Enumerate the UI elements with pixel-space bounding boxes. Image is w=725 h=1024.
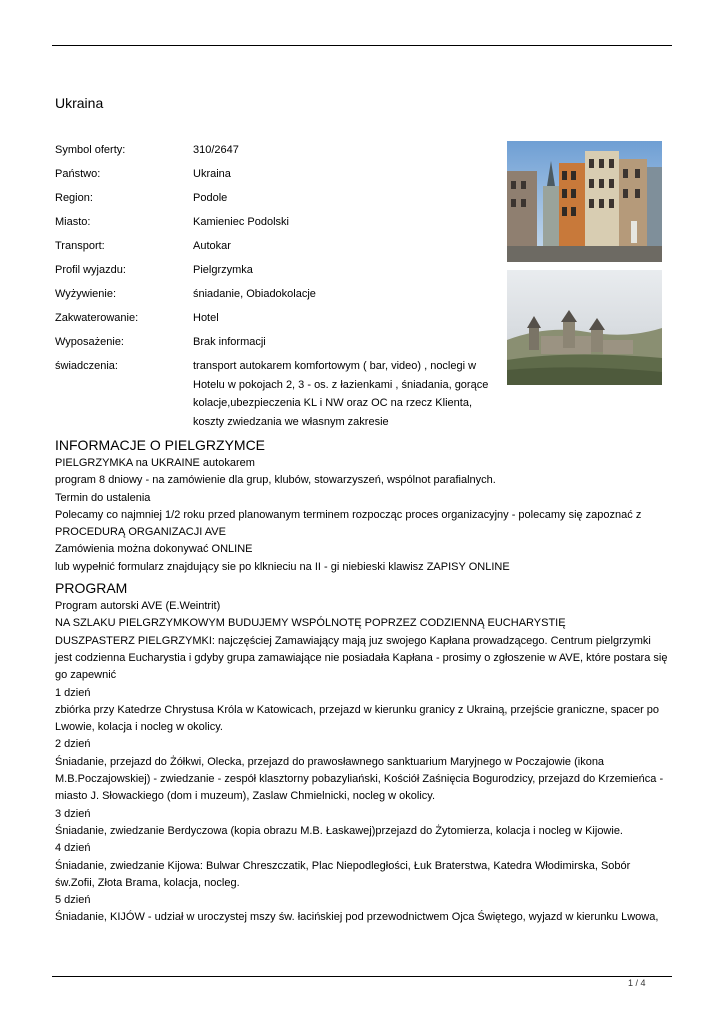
spec-row-city	[55, 213, 495, 232]
spec-value: Autokar	[193, 240, 231, 252]
bottom-rule	[52, 976, 672, 977]
spec-value: Hotel	[193, 312, 219, 324]
spec-row-region	[55, 189, 495, 208]
spec-value: Kamieniec Podolski	[193, 216, 289, 228]
program-paragraph: zbiórka przy Katedrze Chrystusa Króla w Katowicach, przejazd w kierunku granicy z Ukrainą, przejście graniczne, spacer po Lwowie, kolacja i nocleg w okolicy.	[55, 703, 660, 734]
city-square-photo	[507, 141, 662, 262]
day-label: 4 dzień	[55, 842, 91, 855]
info-paragraph: Polecamy co najmniej 1/2 roku przed planowanym terminem rozpocząc proces organizacyjny - polecamy się zapoznać z PROCEDURĄ ORGANIZACJI AVE	[55, 508, 642, 539]
section-heading-info: INFORMACJE O PIELGRZYMCE	[55, 437, 266, 453]
spec-value: Pielgrzymka	[193, 264, 253, 276]
day-label: 2 dzień	[55, 738, 91, 751]
spec-label: Symbol oferty:	[55, 144, 126, 156]
spec-row-transport	[55, 237, 495, 256]
info-paragraph: Zamówienia można dokonywać ONLINE	[55, 543, 253, 556]
spec-row-accommodation	[55, 309, 495, 328]
program-paragraph: DUSZPASTERZ PIELGRZYMKI: najczęściej Zamawiający mają juz swojego Kapłana prowadzącego. Centrum pielgrzymki jest codzienna Eucharystia i gdyby grupa zamawiające nie posiadała Kapłana - prosimy o zgłoszenie w AVE, które postara się go zapewnić	[55, 634, 668, 682]
day-label: 5 dzień	[55, 894, 91, 907]
spec-label: Wyposażenie:	[55, 336, 124, 348]
spec-row-country	[55, 165, 495, 184]
spec-value: transport autokarem komfortowym ( bar, video) , noclegi w Hotelu w pokojach 2, 3 - os. z łazienkami , śniadania, gorące kolacje,ubezpieczenia KL i NW oraz OC na rzecz Klienta, koszty zwiedzania we własnym zakresie	[193, 360, 489, 428]
page-title: Ukraina	[55, 95, 104, 111]
spec-row-meals	[55, 285, 495, 304]
info-paragraph: program 8 dniowy - na zamówienie dla grup, klubów, stowarzyszeń, wspólnot parafialnych.	[55, 474, 496, 487]
info-paragraph: PIELGRZYMKA na UKRAINE autokarem	[55, 457, 255, 469]
spec-value: Podole	[193, 192, 228, 204]
spec-row-equipment	[55, 333, 495, 352]
spec-label: Miasto:	[55, 216, 91, 228]
section-heading-program: PROGRAM	[55, 580, 128, 597]
offer-description	[55, 435, 670, 927]
spec-value: 310/2647	[193, 144, 239, 156]
castle-photo	[507, 270, 662, 385]
spec-value: śniadanie, Obiadokolacje	[193, 288, 316, 300]
program-paragraph: Śniadanie, zwiedzanie Kijowa: Bulwar Chreszczatik, Plac Niepodległości, Łuk Braterstwa, Katedra Włodimirska, Sobór św.Zofii, Złota Brama, kolacja, nocleg.	[55, 859, 631, 889]
program-paragraph: Śniadanie, przejazd do Żółkwi, Olecka, przejazd do prawosławnego sanktuarium Maryjnego w Poczajowie (ikona M.B.Poczajowskiej) - zwiedzanie - zespół klasztorny pobazyliański, Kościół Zaśnięcia Bogurodzicy, przejazd do Krzemieńca - miasto J. Słowackiego (dom i muzeum), Zaslaw Chmielnicki, nocleg w okolicy.	[55, 755, 664, 803]
offer-specs-table	[55, 141, 495, 437]
info-paragraph: Termin do ustalenia	[55, 491, 151, 504]
spec-row-profile	[55, 261, 495, 280]
spec-label: świadczenia:	[55, 360, 118, 372]
spec-value: Brak informacji	[193, 336, 266, 348]
spec-label: Zakwaterowanie:	[55, 312, 139, 324]
spec-value: Ukraina	[193, 168, 231, 180]
info-paragraph: lub wypełnić formularz znajdujący sie po klknieciu na II - gi niebieski klawisz ZAPISY ONLINE	[55, 560, 510, 573]
spec-label: Wyżywienie:	[55, 288, 117, 300]
spec-row-symbol	[55, 141, 495, 160]
top-rule	[52, 45, 672, 46]
spec-label: Transport:	[55, 240, 105, 252]
spec-row-services	[55, 357, 495, 431]
program-paragraph: Śniadanie, zwiedzanie Berdyczowa (kopia obrazu M.B. Łaskawej)przejazd do Żytomierza, kolacja i nocleg w Kijowie.	[55, 824, 623, 837]
program-paragraph: Program autorski AVE (E.Weintrit)	[55, 600, 221, 613]
spec-label: Profil wyjazdu:	[55, 264, 126, 276]
spec-label: Państwo:	[55, 168, 101, 180]
program-paragraph: Śniadanie, KIJÓW - udział w uroczystej mszy św. łacińskiej pod przewodnictwem Ojca Świętego, wyjazd w kierunku Lwowa,	[55, 911, 659, 924]
spec-label: Region:	[55, 192, 93, 204]
day-label: 3 dzień	[55, 807, 91, 820]
page-number: 1 / 4	[628, 978, 646, 988]
program-paragraph: NA SZLAKU PIELGRZYMKOWYM BUDUJEMY WSPÓLNOTĘ POPRZEZ CODZIENNĄ EUCHARYSTIĘ	[55, 617, 566, 630]
day-label: 1 dzień	[55, 686, 91, 699]
